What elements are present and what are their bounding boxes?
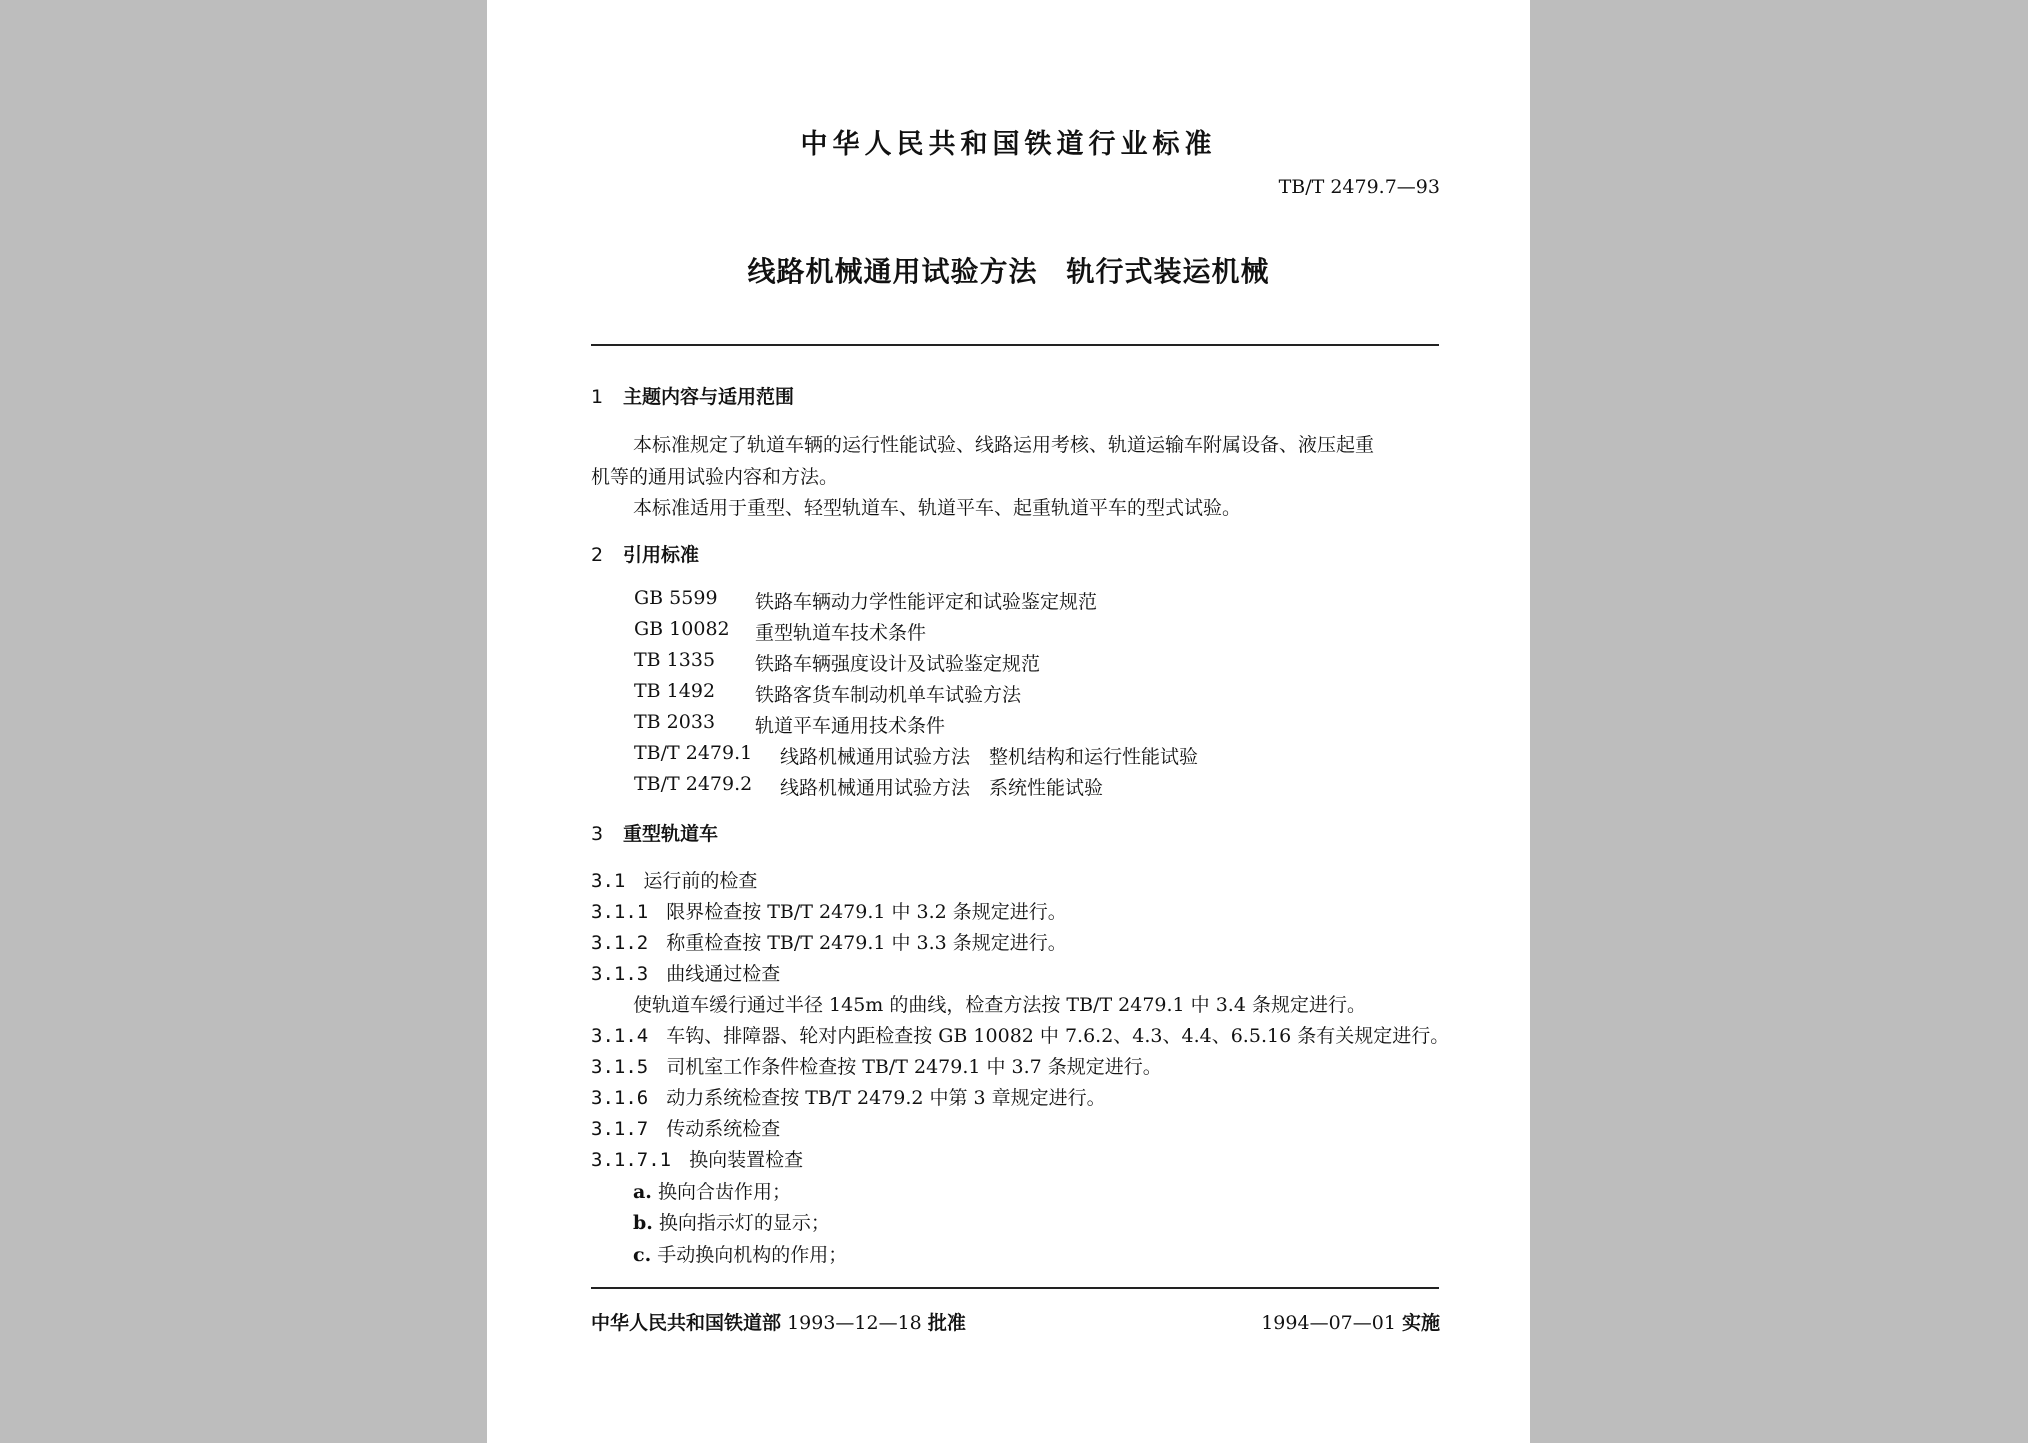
section-1-paragraph-1-line-1: 本标准规定了轨道车辆的运行性能试验、线路运用考核、轨道运输车附属设备、液压起重 [633,434,1375,456]
reference-code: TB 1492 [634,680,716,702]
reference-code: TB 2033 [634,711,716,733]
list-item [633,1208,830,1235]
clause-text: 限界检查按 TB/T 2479.1 中 3.2 条规定进行。 [666,901,1067,923]
clause-text: 动力系统检查按 TB/T 2479.2 中第 3 章规定进行。 [666,1087,1106,1109]
clause-number: 3.1.7 [591,1118,649,1140]
clause-number: 3.1.5 [591,1056,649,1078]
clause-number: 3.1.7.1 [591,1149,672,1171]
list-item-label: b. [633,1212,653,1234]
section-1-number: 1 [591,386,604,408]
list-item [633,1177,791,1204]
clause-number: 3.1.4 [591,1025,649,1047]
clause-text: 称重检查按 TB/T 2479.1 中 3.3 条规定进行。 [666,932,1067,954]
clause-text: 车钩、排障器、轮对内距检查按 GB 10082 中 7.6.2、4.3、4.4、6.5.16 条有关规定进行。 [666,1025,1450,1047]
list-item [633,1240,847,1267]
section-3-heading [591,819,718,846]
effective-line [1261,1308,1440,1335]
list-item-text: 手动换向机构的作用； [657,1244,848,1266]
clause [591,1145,803,1172]
reference-title: 轨道平车通用技术条件 [755,715,946,737]
approval-date: 1993—12—18 [787,1312,922,1334]
clause-number: 3.1.2 [591,932,649,954]
reference-title: 铁路车辆动力学性能评定和试验鉴定规范 [755,591,1098,613]
clause [591,1083,1106,1110]
document-page [487,0,1530,1443]
reference-title: 重型轨道车技术条件 [755,622,927,644]
clause-number: 3.1.1 [591,901,649,923]
clause [591,1114,780,1141]
effective-date: 1994—07—01 [1261,1312,1396,1334]
reference-code: TB/T 2479.1 [634,742,753,764]
approval-line [591,1308,966,1335]
clause [591,897,1067,924]
section-1-title: 主题内容与适用范围 [623,386,795,408]
clause-text: 传动系统检查 [666,1118,781,1140]
reference-title: 线路机械通用试验方法 整机结构和运行性能试验 [780,746,1199,768]
section-1-paragraph-2: 本标准适用于重型、轻型轨道车、轨道平车、起重轨道平车的型式试验。 [633,497,1242,519]
reference-code: TB 1335 [634,649,716,671]
section-1-heading [591,382,794,409]
reference-code: TB/T 2479.2 [634,773,753,795]
clause-text: 司机室工作条件检查按 TB/T 2479.1 中 3.7 条规定进行。 [666,1056,1162,1078]
section-2-title: 引用标准 [623,544,700,566]
clause-text: 曲线通过检查 [666,963,781,985]
list-item-text: 换向合齿作用； [657,1181,791,1203]
section-2-heading [591,540,699,567]
clause [591,928,1067,955]
clause-number: 3.1.3 [591,963,649,985]
document-title: 线路机械通用试验方法 轨行式装运机械 [747,255,1270,288]
approval-organization: 中华人民共和国铁道部 [591,1312,782,1334]
standard-number: TB/T 2479.7—93 [1278,176,1440,198]
clause-text: 换向装置检查 [689,1149,804,1171]
reference-title: 线路机械通用试验方法 系统性能试验 [780,777,1104,799]
effective-word: 实施 [1401,1312,1440,1334]
clause-text: 运行前的检查 [643,870,758,892]
section-3-title: 重型轨道车 [623,823,719,845]
clause [591,1052,1162,1079]
section-2-number: 2 [591,544,604,566]
list-item-text: 换向指示灯的显示； [658,1212,830,1234]
section-1-paragraph-1-line-2: 机等的通用试验内容和方法。 [591,466,839,488]
clause [591,959,780,986]
clause-number: 3.1.6 [591,1087,649,1109]
reference-code: GB 5599 [634,587,718,609]
section-3-number: 3 [591,823,604,845]
header-divider [591,344,1439,346]
clause [591,1021,1449,1048]
reference-code: GB 10082 [634,618,730,640]
list-item-label: a. [633,1181,652,1203]
approval-word: 批准 [927,1312,966,1334]
clause-number: 3.1 [591,870,626,892]
standard-category-heading: 中华人民共和国铁道行业标准 [800,129,1217,160]
clause [591,866,757,893]
reference-title: 铁路客货车制动机单车试验方法 [755,684,1022,706]
reference-title: 铁路车辆强度设计及试验鉴定规范 [755,653,1041,675]
list-item-label: c. [633,1244,652,1266]
clause-3-1-3-body: 使轨道车缓行通过半径 145m 的曲线，检查方法按 TB/T 2479.1 中 3.4 条规定进行。 [633,994,1366,1016]
footer-divider [591,1287,1439,1289]
